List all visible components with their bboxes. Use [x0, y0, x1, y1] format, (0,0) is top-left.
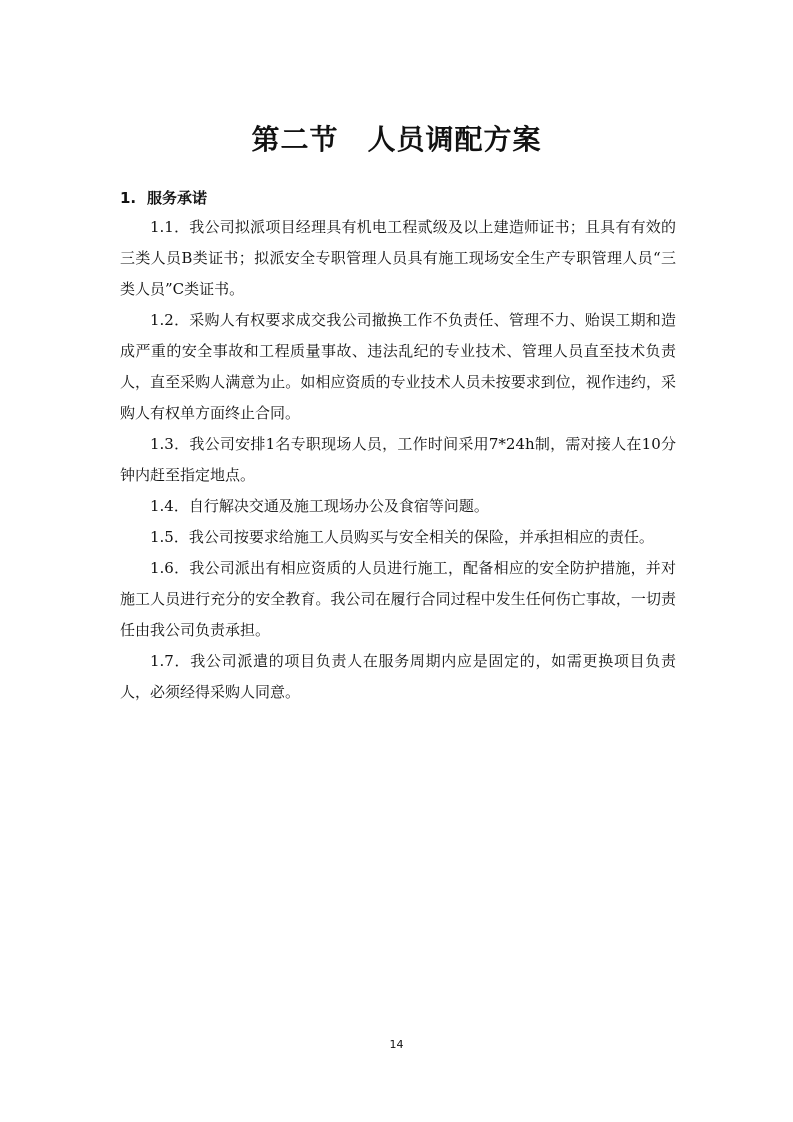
- section-heading-text: 服务承诺: [147, 189, 208, 207]
- paragraph-1-6: 1.6．我公司派出有相应资质的人员进行施工，配备相应的安全防护措施，并对施工人员进行充分的安全教育。我公司在履行合同过程中发生任何伤亡事故，一切责任由我公司负责承担。: [120, 559, 676, 639]
- paragraph-1-5: 1.5．我公司按要求给施工人员购买与安全相关的保险，并承担相应的责任。: [150, 528, 654, 546]
- paragraph-1-7: 1.7．我公司派遣的项目负责人在服务周期内应是固定的，如需更换项目负责人，必须经得采购人同意。: [120, 652, 676, 701]
- page-title: 第二节 人员调配方案: [251, 123, 542, 156]
- section-heading: [120, 186, 207, 210]
- paragraph-1-3: 1.3．我公司安排1名专职现场人员，工作时间采用7*24h制，需对接人在10分钟内赶至指定地点。: [120, 435, 676, 484]
- page-number: 14: [389, 1038, 404, 1051]
- section-number: 1.: [120, 189, 137, 207]
- body-text: [120, 212, 676, 708]
- paragraph-1-4: 1.4．自行解决交通及施工现场办公及食宿等问题。: [150, 497, 489, 515]
- paragraph-1-1: 1.1．我公司拟派项目经理具有机电工程贰级及以上建造师证书；且具有有效的三类人员B类证书；拟派安全专职管理人员具有施工现场安全生产专职管理人员“三类人员”C类证书。: [120, 218, 676, 298]
- paragraph-1-2: 1.2．采购人有权要求成交我公司撤换工作不负责任、管理不力、贻误工期和造成严重的安全事故和工程质量事故、违法乱纪的专业技术、管理人员直至技术负责人，直至采购人满意为止。如相应资质的专业技术人员未按要求到位，视作违约，采购人有权单方面终止合同。: [120, 311, 676, 422]
